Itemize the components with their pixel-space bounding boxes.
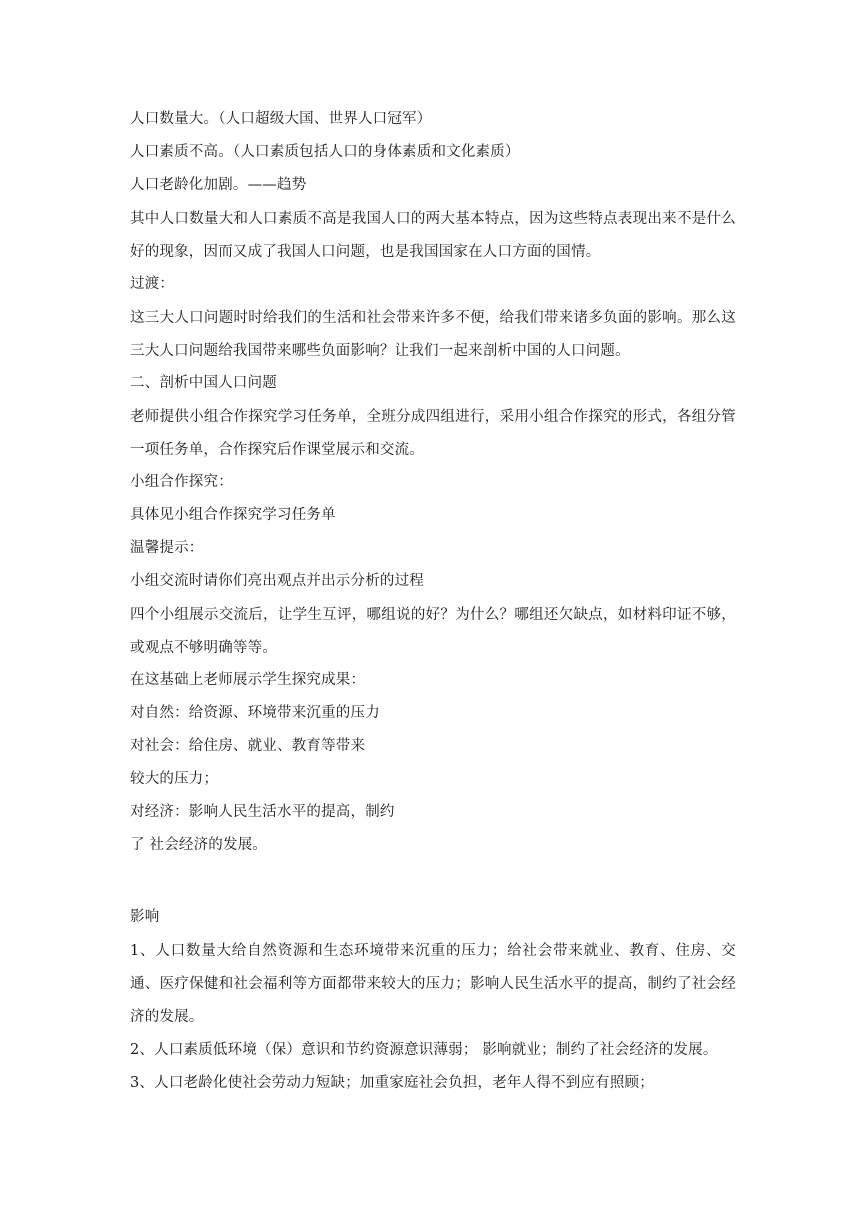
text-line-impact-heading: 影响 — [130, 909, 160, 925]
text-line-transition-label: 过渡： — [130, 276, 175, 292]
paragraph-impact-2: 2、人口素质低环境（保）意识和节约资源意识薄弱； 影响就业；制约了社会经济的发展。 — [130, 1042, 718, 1058]
text-line-aging: 人口老龄化加剧。——趋势 — [130, 177, 307, 193]
paragraph-impact-3: 3、人口老龄化使社会劳动力短缺；加重家庭社会负担，老年人得不到应有照顾； — [130, 1075, 654, 1091]
paragraph-basic-features: 其中人口数量大和人口素质不高是我国人口的两大基本特点，因为这些特点表现出来不是什么好的现象，因而又成了我国人口问题，也是我国国家在人口方面的国情。 — [130, 211, 736, 260]
paragraph-teacher-task: 老师提供小组合作探究学习任务单，全班分成四组进行，采用小组合作探究的形式，各组分管一项任务单，合作探究后作课堂展示和交流。 — [130, 409, 736, 458]
paragraph-transition: 这三大人口问题时时给我们的生活和社会带来许多不便，给我们带来诸多负面的影响。那么这三大人口问题给我国带来哪些负面影响？让我们一起来剖析中国的人口问题。 — [130, 310, 736, 359]
text-line-economy: 对经济：影响人民生活水平的提高，制约 — [130, 804, 395, 820]
text-line-tips: 小组交流时请你们亮出观点并出示分析的过程 — [130, 573, 424, 589]
text-line-tips-label: 温馨提示： — [130, 540, 204, 556]
text-line-society-cont: 较大的压力； — [130, 771, 219, 787]
text-line-population-quality: 人口素质不高。（人口素质包括人口的身体素质和文化素质） — [130, 144, 520, 160]
text-line-population-size: 人口数量大。（人口超级大国、世界人口冠军） — [130, 111, 432, 127]
paragraph-peer-review: 四个小组展示交流后，让学生互评，哪组说的好？为什么？哪组还欠缺点，如材料印证不够，或观点不够明确等等。 — [130, 607, 736, 656]
document-body — [130, 108, 736, 1100]
text-line-group-inquiry: 小组合作探究： — [130, 474, 233, 490]
text-line-society: 对社会：给住房、就业、教育等带来 — [130, 738, 366, 754]
section-heading-analysis: 二、剖析中国人口问题 — [130, 375, 277, 391]
text-line-economy-cont: 了 社会经济的发展。 — [130, 837, 268, 853]
text-line-nature: 对自然：给资源、环境带来沉重的压力 — [130, 705, 380, 721]
text-line-results-intro: 在这基础上老师展示学生探究成果： — [130, 672, 366, 688]
paragraph-impact-1: 1、人口数量大给自然资源和生态环境带来沉重的压力；给社会带来就业、教育、住房、交通、医疗保健和社会福利等方面都带来较大的压力；影响人民生活水平的提高，制约了社会经济的发展。 — [130, 943, 736, 1025]
text-line-see-task-sheet: 具体见小组合作探究学习任务单 — [130, 507, 336, 523]
blank-gap — [130, 867, 736, 906]
